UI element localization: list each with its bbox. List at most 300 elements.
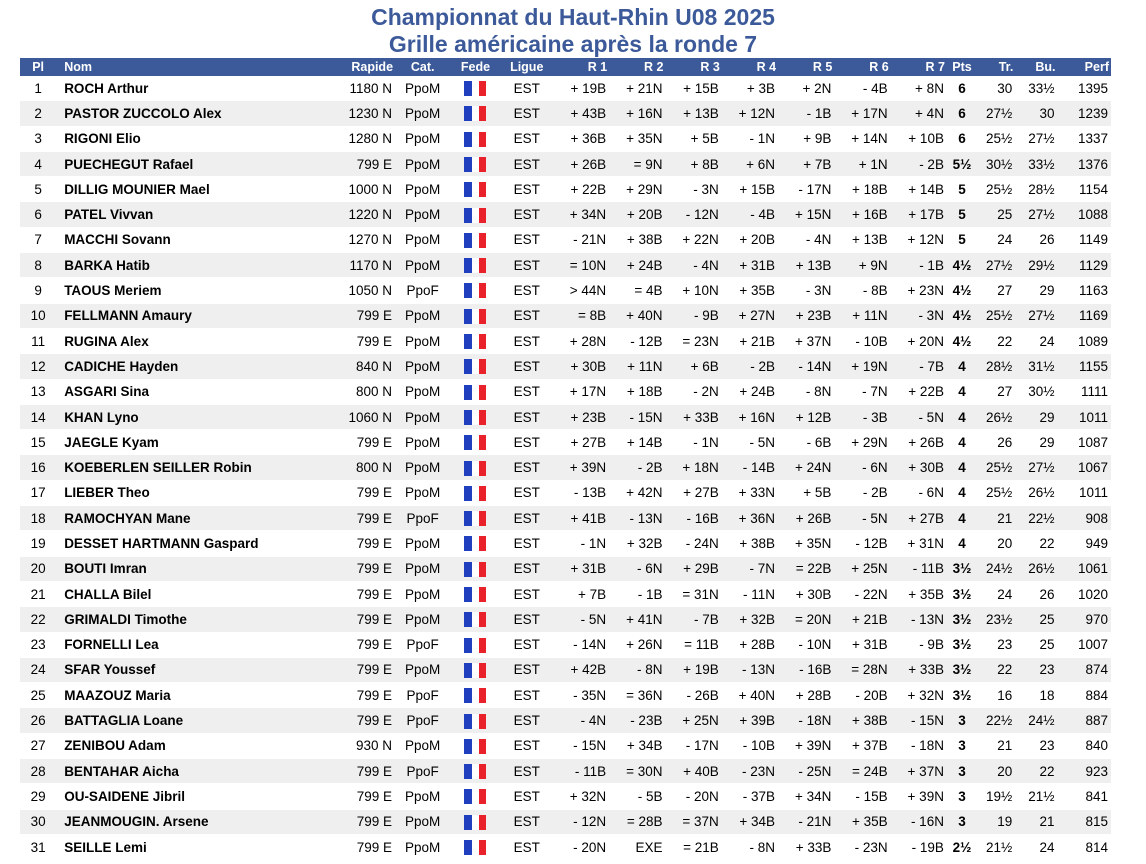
round-result-cell: + 31B	[722, 253, 778, 278]
header-r1[interactable]: R 1	[587, 60, 608, 74]
points-cell: 4½	[947, 278, 977, 303]
round-result-cell: - 8N	[722, 834, 778, 859]
category-cell: PpoM	[395, 253, 450, 278]
round-result-cell: - 12B	[834, 531, 890, 556]
player-name[interactable]: CADICHE Hayden	[56, 354, 302, 379]
performance-cell: 1155	[1058, 354, 1111, 379]
france-flag-icon	[464, 208, 486, 223]
rank-cell: 12	[20, 354, 56, 379]
player-name[interactable]: BARKA Hatib	[56, 253, 302, 278]
page-subtitle: Grille américaine après la ronde 7	[388, 31, 758, 57]
round-result-cell: + 29N	[609, 177, 665, 202]
rank-cell: 25	[20, 683, 56, 708]
round-result-cell: + 33B	[665, 404, 721, 429]
round-result-cell: - 5N	[891, 404, 947, 429]
category-cell: PpoM	[395, 531, 450, 556]
federation-cell	[450, 227, 500, 252]
france-flag-icon	[464, 714, 486, 729]
tiebreak-tr-cell: 21½	[977, 834, 1015, 859]
player-name[interactable]: DILLIG MOUNIER Mael	[56, 177, 302, 202]
round-result-cell: + 35N	[609, 126, 665, 151]
round-result-cell: + 21B	[722, 328, 778, 353]
round-result-cell: + 17B	[891, 202, 947, 227]
round-result-cell: - 6B	[778, 430, 834, 455]
round-result-cell: + 21N	[609, 76, 665, 101]
round-result-cell: + 11N	[609, 354, 665, 379]
tiebreak-tr-cell: 27	[977, 379, 1015, 404]
table-row	[20, 202, 1111, 227]
rank-cell: 24	[20, 657, 56, 682]
category-cell: PpoF	[395, 506, 450, 531]
table-row	[20, 253, 1111, 278]
player-name[interactable]: GRIMALDI Timothe	[56, 607, 302, 632]
rank-cell: 7	[20, 227, 56, 252]
league-cell: EST	[501, 227, 553, 252]
performance-cell: 970	[1058, 607, 1111, 632]
rank-cell: 14	[20, 404, 56, 429]
france-flag-icon	[464, 435, 486, 450]
table-row	[20, 632, 1111, 657]
round-result-cell: + 28N	[553, 328, 609, 353]
player-name[interactable]: ROCH Arthur	[56, 76, 302, 101]
round-result-cell: + 10N	[665, 278, 721, 303]
france-flag-icon	[464, 182, 486, 197]
player-name[interactable]: OU-SAIDENE Jibril	[56, 784, 302, 809]
round-result-cell: + 20N	[891, 328, 947, 353]
federation-cell	[450, 354, 500, 379]
france-flag-icon	[464, 359, 486, 374]
round-result-cell: - 18N	[891, 733, 947, 758]
rating-cell: 799 E	[303, 556, 396, 581]
points-cell: 6	[947, 101, 977, 126]
tiebreak-bu-cell: 29½	[1015, 253, 1057, 278]
round-result-cell: + 17N	[553, 379, 609, 404]
player-name[interactable]: TAOUS Meriem	[56, 278, 302, 303]
france-flag-icon	[464, 334, 486, 349]
tiebreak-bu-cell: 27½	[1015, 202, 1057, 227]
points-cell: 4	[947, 480, 977, 505]
league-cell: EST	[501, 101, 553, 126]
round-result-cell: + 18B	[609, 379, 665, 404]
round-result-cell: + 5B	[778, 480, 834, 505]
federation-cell	[450, 607, 500, 632]
performance-cell: 1111	[1058, 379, 1111, 404]
round-result-cell: - 2B	[891, 151, 947, 176]
round-result-cell: + 8B	[665, 151, 721, 176]
header-ligue[interactable]: Ligue	[510, 60, 544, 74]
round-result-cell: + 16N	[722, 404, 778, 429]
tiebreak-tr-cell: 24½	[977, 556, 1015, 581]
rating-cell: 1060 N	[303, 404, 396, 429]
category-cell: PpoM	[395, 430, 450, 455]
rating-cell: 799 E	[303, 607, 396, 632]
round-result-cell: + 26B	[778, 506, 834, 531]
standings-table	[20, 58, 1111, 860]
federation-cell	[450, 834, 500, 859]
player-name[interactable]: JEANMOUGIN. Arsene	[56, 809, 302, 834]
points-cell: 5	[947, 227, 977, 252]
rating-cell: 1000 N	[303, 177, 396, 202]
rating-cell: 799 E	[303, 632, 396, 657]
rating-cell: 799 E	[303, 759, 396, 784]
table-row	[20, 733, 1111, 758]
header-r4[interactable]: R 4	[756, 60, 777, 74]
table-row	[20, 531, 1111, 556]
table-row	[20, 683, 1111, 708]
round-result-cell: = 28N	[834, 657, 890, 682]
round-result-cell: + 24B	[609, 253, 665, 278]
france-flag-icon	[464, 587, 486, 602]
header-bu[interactable]: Bu.	[1035, 60, 1056, 74]
player-name[interactable]: ZENIBOU Adam	[56, 733, 302, 758]
table-row	[20, 834, 1111, 859]
table-row	[20, 809, 1111, 834]
france-flag-icon	[464, 81, 486, 96]
player-name[interactable]: LIEBER Theo	[56, 480, 302, 505]
round-result-cell: + 39N	[891, 784, 947, 809]
points-cell: 3	[947, 708, 977, 733]
performance-cell: 1088	[1058, 202, 1111, 227]
league-cell: EST	[501, 76, 553, 101]
round-result-cell: - 6N	[609, 556, 665, 581]
round-result-cell: + 2N	[778, 76, 834, 101]
round-result-cell: + 15B	[665, 76, 721, 101]
federation-cell	[450, 708, 500, 733]
round-result-cell: - 8B	[834, 278, 890, 303]
header-pl[interactable]: Pl	[32, 60, 44, 74]
rating-cell: 799 E	[303, 657, 396, 682]
round-result-cell: + 33B	[891, 657, 947, 682]
round-result-cell: = 4B	[609, 278, 665, 303]
round-result-cell: + 34B	[609, 733, 665, 758]
round-result-cell: + 26B	[891, 430, 947, 455]
tiebreak-bu-cell: 22	[1015, 531, 1057, 556]
round-result-cell: - 10B	[834, 328, 890, 353]
player-name[interactable]: PATEL Vivvan	[56, 202, 302, 227]
player-name[interactable]: RUGINA Alex	[56, 328, 302, 353]
round-result-cell: + 12B	[778, 404, 834, 429]
round-result-cell: + 18N	[665, 455, 721, 480]
category-cell: PpoM	[395, 354, 450, 379]
france-flag-icon	[464, 536, 486, 551]
tiebreak-bu-cell: 22	[1015, 759, 1057, 784]
header-rapide[interactable]: Rapide	[351, 60, 394, 74]
round-result-cell: + 16B	[834, 202, 890, 227]
performance-cell: 1395	[1058, 76, 1111, 101]
round-result-cell: = 23N	[665, 328, 721, 353]
round-result-cell: + 31N	[891, 531, 947, 556]
round-result-cell: + 32N	[891, 683, 947, 708]
round-result-cell: + 37B	[834, 733, 890, 758]
header-perf[interactable]: Perf	[1084, 60, 1109, 74]
category-cell: PpoM	[395, 581, 450, 606]
tiebreak-bu-cell: 31½	[1015, 354, 1057, 379]
rating-cell: 799 E	[303, 784, 396, 809]
tiebreak-tr-cell: 25½	[977, 455, 1015, 480]
player-name[interactable]: SEILLE Lemi	[56, 834, 302, 859]
rank-cell: 9	[20, 278, 56, 303]
league-cell: EST	[501, 354, 553, 379]
round-result-cell: + 18B	[834, 177, 890, 202]
header-pts[interactable]: Pts	[952, 60, 972, 74]
rating-cell: 1180 N	[303, 76, 396, 101]
round-result-cell: + 30B	[891, 455, 947, 480]
player-name[interactable]: SFAR Youssef	[56, 657, 302, 682]
header-r6[interactable]: R 6	[869, 60, 889, 74]
category-cell: PpoM	[395, 834, 450, 859]
federation-cell	[450, 455, 500, 480]
round-result-cell: - 4N	[665, 253, 721, 278]
round-result-cell: - 14B	[722, 455, 778, 480]
round-result-cell: = 28B	[609, 809, 665, 834]
federation-cell	[450, 809, 500, 834]
round-result-cell: + 5B	[665, 126, 721, 151]
round-result-cell: - 4N	[553, 708, 609, 733]
rating-cell: 930 N	[303, 733, 396, 758]
category-cell: PpoM	[395, 733, 450, 758]
category-cell: PpoM	[395, 809, 450, 834]
performance-cell: 949	[1058, 531, 1111, 556]
france-flag-icon	[464, 688, 486, 703]
player-name[interactable]: FORNELLI Lea	[56, 632, 302, 657]
header-r3[interactable]: R 3	[700, 60, 720, 74]
player-name[interactable]: RIGONI Elio	[56, 126, 302, 151]
points-cell: 3½	[947, 607, 977, 632]
round-result-cell: + 13B	[665, 101, 721, 126]
points-cell: 3	[947, 809, 977, 834]
round-result-cell: + 26N	[609, 632, 665, 657]
round-result-cell: + 35N	[778, 531, 834, 556]
federation-cell	[450, 404, 500, 429]
player-name[interactable]: PUECHEGUT Rafael	[56, 151, 302, 176]
round-result-cell: - 23N	[722, 759, 778, 784]
tiebreak-bu-cell: 24	[1015, 834, 1057, 859]
round-result-cell: = 30N	[609, 759, 665, 784]
round-result-cell: - 13N	[609, 506, 665, 531]
round-result-cell: + 34B	[722, 809, 778, 834]
league-cell: EST	[501, 379, 553, 404]
round-result-cell: + 13B	[834, 227, 890, 252]
round-result-cell: - 5B	[609, 784, 665, 809]
round-result-cell: - 10B	[722, 733, 778, 758]
performance-cell: 1089	[1058, 328, 1111, 353]
tiebreak-bu-cell: 27½	[1015, 126, 1057, 151]
tiebreak-bu-cell: 28½	[1015, 177, 1057, 202]
performance-cell: 1169	[1058, 303, 1111, 328]
france-flag-icon	[464, 233, 486, 248]
league-cell: EST	[501, 632, 553, 657]
player-name[interactable]: PASTOR ZUCCOLO Alex	[56, 101, 302, 126]
category-cell: PpoM	[395, 784, 450, 809]
table-row	[20, 303, 1111, 328]
performance-cell: 874	[1058, 657, 1111, 682]
rating-cell: 1170 N	[303, 253, 396, 278]
round-result-cell: - 1N	[665, 430, 721, 455]
round-result-cell: + 1N	[834, 151, 890, 176]
round-result-cell: - 2B	[722, 354, 778, 379]
table-row	[20, 151, 1111, 176]
player-name[interactable]: BATTAGLIA Loane	[56, 708, 302, 733]
header-cat[interactable]: Cat.	[410, 60, 435, 74]
table-row	[20, 784, 1111, 809]
france-flag-icon	[464, 815, 486, 830]
round-result-cell: + 14N	[834, 126, 890, 151]
league-cell: EST	[501, 202, 553, 227]
points-cell: 6	[947, 76, 977, 101]
category-cell: PpoM	[395, 404, 450, 429]
category-cell: PpoM	[395, 607, 450, 632]
table-row	[20, 126, 1111, 151]
france-flag-icon	[464, 663, 486, 678]
round-result-cell: + 12N	[891, 227, 947, 252]
federation-cell	[450, 733, 500, 758]
tiebreak-bu-cell: 26	[1015, 227, 1057, 252]
player-name[interactable]: KOEBERLEN SEILLER Robin	[56, 455, 302, 480]
round-result-cell: + 4N	[891, 101, 947, 126]
round-result-cell: + 40N	[722, 683, 778, 708]
round-result-cell: + 27B	[891, 506, 947, 531]
category-cell: PpoM	[395, 328, 450, 353]
tiebreak-tr-cell: 25	[977, 202, 1015, 227]
round-result-cell: + 19B	[665, 657, 721, 682]
round-result-cell: - 2B	[609, 455, 665, 480]
round-result-cell: + 6B	[665, 354, 721, 379]
round-result-cell: - 11B	[553, 759, 609, 784]
header-r5[interactable]: R 5	[812, 60, 833, 74]
round-result-cell: = 36N	[609, 683, 665, 708]
round-result-cell: + 27B	[665, 480, 721, 505]
round-result-cell: - 16N	[891, 809, 947, 834]
league-cell: EST	[501, 834, 553, 859]
round-result-cell: + 24N	[778, 455, 834, 480]
points-cell: 4½	[947, 303, 977, 328]
round-result-cell: + 23B	[553, 404, 609, 429]
federation-cell	[450, 126, 500, 151]
player-name[interactable]: JAEGLE Kyam	[56, 430, 302, 455]
round-result-cell: - 4B	[722, 202, 778, 227]
player-name[interactable]: MACCHI Sovann	[56, 227, 302, 252]
performance-cell: 1149	[1058, 227, 1111, 252]
performance-cell: 1011	[1058, 480, 1111, 505]
tiebreak-tr-cell: 23	[977, 632, 1015, 657]
round-result-cell: EXE	[609, 834, 665, 859]
tiebreak-bu-cell: 29	[1015, 430, 1057, 455]
federation-cell	[450, 303, 500, 328]
points-cell: 4	[947, 430, 977, 455]
performance-cell: 814	[1058, 834, 1111, 859]
round-result-cell: + 34N	[778, 784, 834, 809]
league-cell: EST	[501, 759, 553, 784]
round-result-cell: - 5N	[722, 430, 778, 455]
header-r2[interactable]: R 2	[644, 60, 664, 74]
round-result-cell: - 17N	[665, 733, 721, 758]
player-name[interactable]: DESSET HARTMANN Gaspard	[56, 531, 302, 556]
category-cell: PpoM	[395, 303, 450, 328]
round-result-cell: - 8N	[609, 657, 665, 682]
category-cell: PpoM	[395, 151, 450, 176]
rating-cell: 1280 N	[303, 126, 396, 151]
player-name[interactable]: BOUTI Imran	[56, 556, 302, 581]
rating-cell: 1230 N	[303, 101, 396, 126]
league-cell: EST	[501, 733, 553, 758]
performance-cell: 1087	[1058, 430, 1111, 455]
performance-cell: 1020	[1058, 581, 1111, 606]
league-cell: EST	[501, 784, 553, 809]
rank-cell: 5	[20, 177, 56, 202]
round-result-cell: + 24B	[722, 379, 778, 404]
round-result-cell: + 9N	[834, 253, 890, 278]
header-tr[interactable]: Tr.	[998, 60, 1014, 74]
round-result-cell: - 7B	[891, 354, 947, 379]
federation-cell	[450, 328, 500, 353]
player-name[interactable]: ASGARI Sina	[56, 379, 302, 404]
round-result-cell: - 1N	[553, 531, 609, 556]
performance-cell: 1061	[1058, 556, 1111, 581]
round-result-cell: = 11B	[665, 632, 721, 657]
rank-cell: 15	[20, 430, 56, 455]
tiebreak-bu-cell: 29	[1015, 404, 1057, 429]
header-nom[interactable]: Nom	[64, 60, 92, 74]
rank-cell: 31	[20, 834, 56, 859]
round-result-cell: + 37N	[778, 328, 834, 353]
round-result-cell: - 19B	[891, 834, 947, 859]
rating-cell: 799 E	[303, 151, 396, 176]
round-result-cell: - 21N	[553, 227, 609, 252]
france-flag-icon	[464, 461, 486, 476]
federation-cell	[450, 506, 500, 531]
league-cell: EST	[501, 581, 553, 606]
category-cell: PpoF	[395, 759, 450, 784]
tiebreak-bu-cell: 25	[1015, 607, 1057, 632]
round-result-cell: + 21B	[834, 607, 890, 632]
player-name[interactable]: RAMOCHYAN Mane	[56, 506, 302, 531]
round-result-cell: + 39N	[778, 733, 834, 758]
header-fede[interactable]: Fede	[460, 60, 491, 74]
france-flag-icon	[464, 739, 486, 754]
round-result-cell: + 38B	[834, 708, 890, 733]
round-result-cell: - 7N	[722, 556, 778, 581]
league-cell: EST	[501, 404, 553, 429]
performance-cell: 1163	[1058, 278, 1111, 303]
tiebreak-tr-cell: 23½	[977, 607, 1015, 632]
rank-cell: 16	[20, 455, 56, 480]
rank-cell: 30	[20, 809, 56, 834]
league-cell: EST	[501, 607, 553, 632]
player-name[interactable]: KHAN Lyno	[56, 404, 302, 429]
federation-cell	[450, 151, 500, 176]
performance-cell: 887	[1058, 708, 1111, 733]
round-result-cell: + 31B	[834, 632, 890, 657]
tiebreak-tr-cell: 22½	[977, 708, 1015, 733]
round-result-cell: + 22B	[891, 379, 947, 404]
round-result-cell: - 8N	[778, 379, 834, 404]
tiebreak-tr-cell: 16	[977, 683, 1015, 708]
category-cell: PpoF	[395, 278, 450, 303]
round-result-cell: = 22B	[778, 556, 834, 581]
round-result-cell: - 18N	[778, 708, 834, 733]
round-result-cell: + 15B	[722, 177, 778, 202]
player-name[interactable]: CHALLA Bilel	[56, 581, 302, 606]
player-name[interactable]: FELLMANN Amaury	[56, 303, 302, 328]
category-cell: PpoM	[395, 76, 450, 101]
round-result-cell: + 14B	[891, 177, 947, 202]
player-name[interactable]: MAAZOUZ Maria	[56, 683, 302, 708]
header-r7[interactable]: R 7	[925, 60, 945, 74]
player-name[interactable]: BENTAHAR Aicha	[56, 759, 302, 784]
round-result-cell: - 13N	[891, 607, 947, 632]
table-row	[20, 480, 1111, 505]
performance-cell: 1129	[1058, 253, 1111, 278]
